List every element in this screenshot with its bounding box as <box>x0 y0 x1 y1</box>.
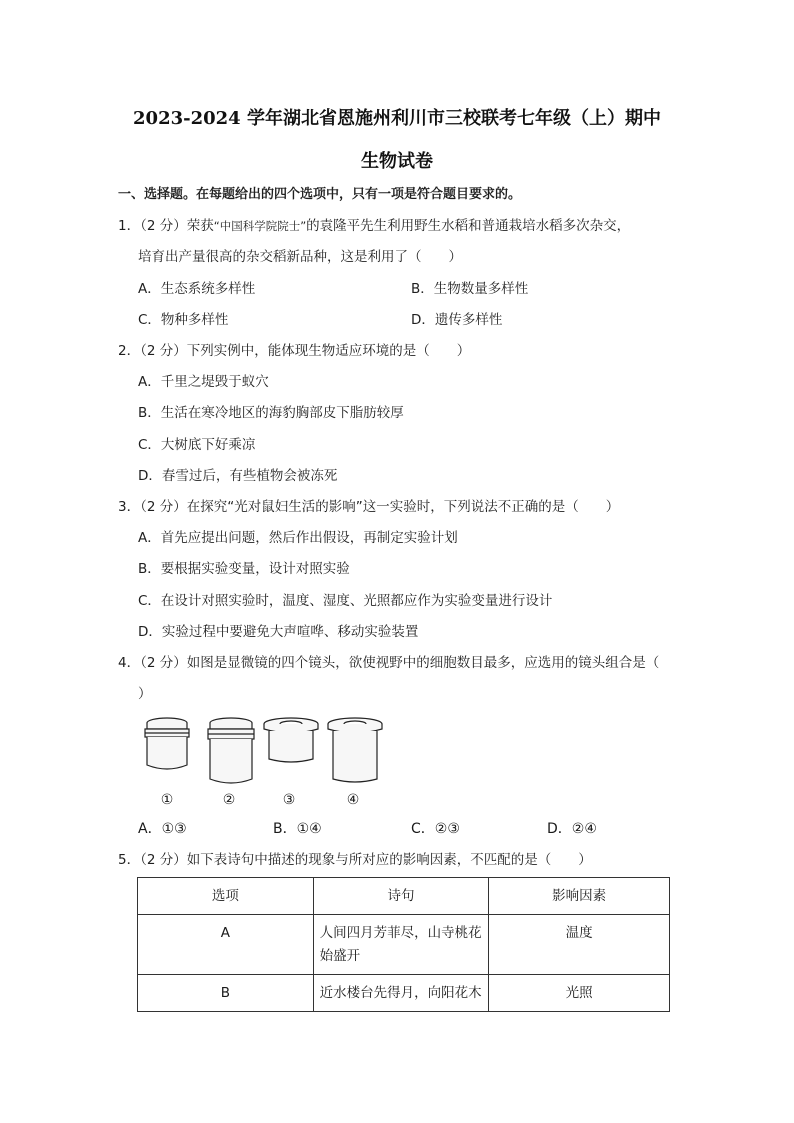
q4-stem-line1: 4．（2 分）如图是显微镜的四个镜头，欲使视野中的细胞数目最多，应选用的镜头组合是（ <box>118 655 660 671</box>
q3-option-c: C．在设计对照实验时，温度、湿度、光照都应作为实验变量进行设计 <box>138 593 553 609</box>
q1-stem-line1 <box>118 217 630 235</box>
q1-option-d: D．遗传多样性 <box>411 312 503 328</box>
q2-option-b: B．生活在寒冷地区的海豹胸部皮下脂肪较厚 <box>138 405 404 421</box>
lens-4-icon <box>328 718 382 782</box>
q1-stem-prefix: 荣获 <box>186 218 214 234</box>
q3-option-a: A．首先应提出问题，然后作出假设，再制定实验计划 <box>138 530 458 546</box>
table-header-cell: 诗句 <box>313 878 489 915</box>
q4-stem-line2: ） <box>138 686 152 702</box>
lens-label-4: ④ <box>346 792 360 808</box>
exam-title-line2: 生物试卷 <box>361 151 433 172</box>
q2-stem: 2．（2 分）下列实例中，能体现生物适应环境的是（ ） <box>118 343 471 359</box>
table-cell: 温度 <box>489 915 670 975</box>
lens-label-2: ② <box>222 792 236 808</box>
q3-stem: 3．（2 分）在探究“光对鼠妇生活的影响”这一实验时，下列说法不正确的是（ ） <box>118 499 620 515</box>
q1-number: 1．（2 分） <box>118 218 187 234</box>
q2-option-d: D．春雪过后，有些植物会被冻死 <box>138 468 338 484</box>
q4-option-c: C．②③ <box>411 821 460 837</box>
q3-option-b: B．要根据实验变量，设计对照实验 <box>138 561 350 577</box>
q2-option-a: A．千里之堤毁于蚁穴 <box>138 374 269 390</box>
table-header-cell: 选项 <box>138 878 314 915</box>
lens-3-icon <box>264 718 318 762</box>
q5-table <box>137 877 670 1012</box>
q1-stem-rest: 的袁隆平先生利用野生水稻和普通栽培水稻多次杂交， <box>306 218 631 234</box>
table-cell: 近水楼台先得月，向阳花木 <box>313 975 489 1012</box>
q4-option-a: A．①③ <box>138 821 187 837</box>
lens-1-icon <box>145 718 189 769</box>
table-cell: B <box>138 975 314 1012</box>
table-header-cell: 影响因素 <box>489 878 670 915</box>
q4-option-d: D．②④ <box>547 821 597 837</box>
q2-option-c: C．大树底下好乘凉 <box>138 437 256 453</box>
q1-stem-line2: 培育出产量很高的杂交稻新品种，这是利用了（ ） <box>138 249 462 265</box>
lens-label-3: ③ <box>282 792 296 808</box>
q1-option-c: C．物种多样性 <box>138 312 229 328</box>
section-heading: 一、选择题。在每题给出的四个选项中，只有一项是符合题目要求的。 <box>118 187 522 202</box>
table-cell: 光照 <box>489 975 670 1012</box>
q1-option-b: B．生物数量多样性 <box>411 281 529 297</box>
table-cell: 人间四月芳菲尽，山寺桃花始盛开 <box>313 915 489 975</box>
table-header-row <box>138 878 670 915</box>
q1-option-a: A．生态系统多样性 <box>138 281 256 297</box>
q5-stem: 5．（2 分）如下表诗句中描述的现象与所对应的影响因素，不匹配的是（ ） <box>118 852 592 868</box>
exam-title-line1: 2023-2024 学年湖北省恩施州利川市三校联考七年级（上）期中 <box>133 108 661 129</box>
table-row <box>138 915 670 975</box>
q3-option-d: D．实验过程中要避免大声喧哗、移动实验装置 <box>138 624 419 640</box>
lens-2-icon <box>208 718 254 783</box>
table-cell: A <box>138 915 314 975</box>
table-row <box>138 975 670 1012</box>
q4-option-b: B．①④ <box>273 821 322 837</box>
q1-stem-quote: “中国科学院院士” <box>213 219 307 233</box>
lens-label-1: ① <box>160 792 174 808</box>
